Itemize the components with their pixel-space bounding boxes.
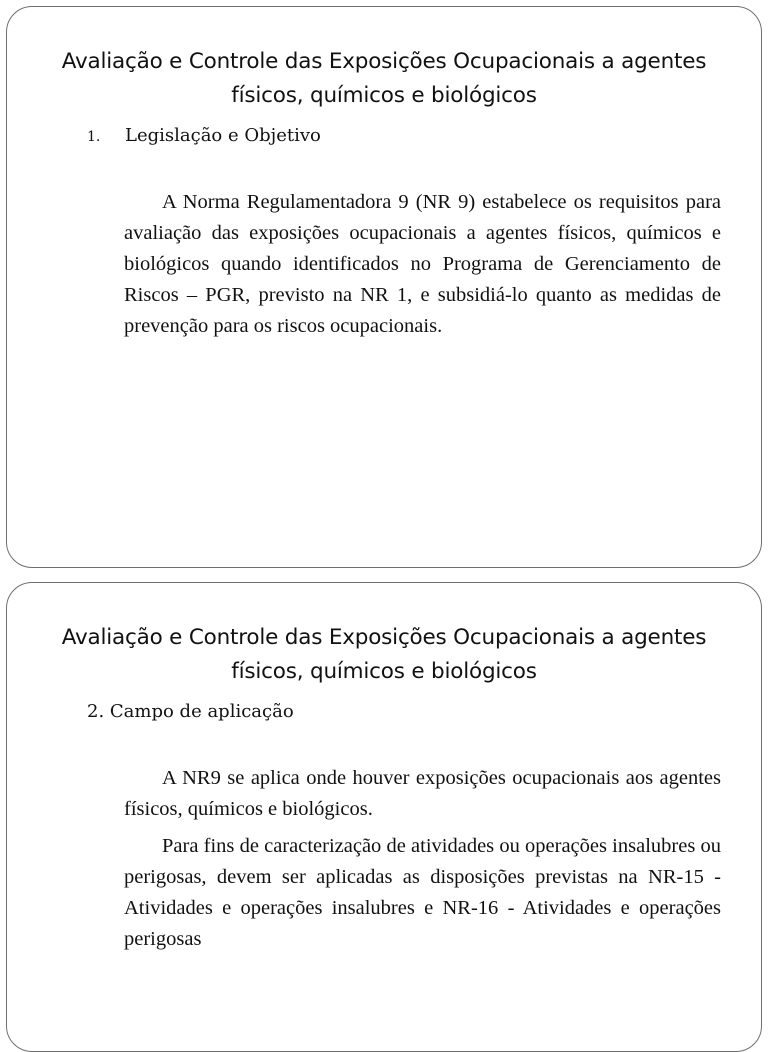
slide-1 (6, 6, 762, 568)
slide-title: Avaliação e Controle das Exposições Ocupacionais a agentes físicos, químicos e biológicos (61, 625, 707, 684)
body-paragraph: Para fins de caracterização de atividades ou operações insalubres ou perigosas, devem ser aplicadas as disposições previstas na NR-15 - Atividades e operações insalubres e NR-16 - Atividades e operações perigosas (124, 835, 721, 950)
section-heading (87, 125, 321, 146)
body-paragraph: A NR9 se aplica onde houver exposições ocupacionais aos agentes físicos, químicos e biológicos. (124, 767, 721, 820)
section-heading: 2. Campo de aplicação (87, 701, 294, 722)
heading-number: 1. (87, 129, 101, 145)
slide-title: Avaliação e Controle das Exposições Ocupacionais a agentes físicos, químicos e biológicos (61, 49, 707, 108)
slide-2 (6, 582, 762, 1052)
heading-label: Legislação e Objetivo (125, 125, 321, 146)
body-paragraph: A Norma Regulamentadora 9 (NR 9) estabelece os requisitos para avaliação das exposições ocupacionais a agentes físicos, químicos e biológicos quando identificados no Programa de Gerenciamento de Riscos – PGR, previsto na NR 1, e subsidiá-lo quanto as medidas de prevenção para os riscos ocupacionais. (124, 191, 721, 337)
